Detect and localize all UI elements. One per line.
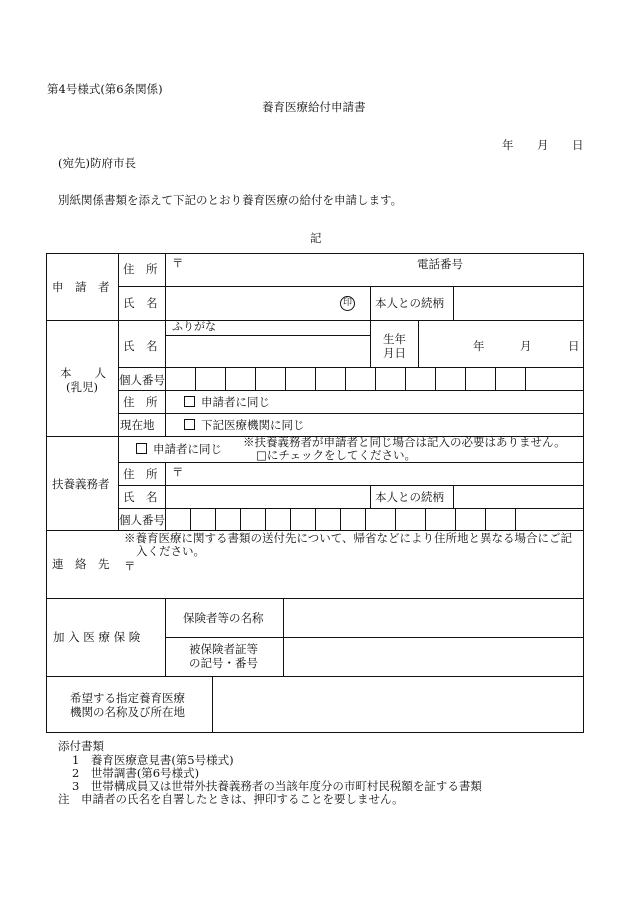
date-year-label: 年 [502, 138, 514, 152]
applicant-address-field[interactable] [167, 269, 582, 285]
seal-icon: 印 [340, 296, 355, 311]
child-address-same-label: 申請者に同じ [201, 395, 270, 409]
date-day-label: 日 [572, 138, 584, 152]
child-birth-label-line2: 月日 [383, 346, 406, 360]
child-name-field[interactable] [167, 338, 367, 365]
applicant-relation-field[interactable] [455, 288, 581, 318]
child-current-same-checkbox[interactable] [184, 419, 305, 432]
applicant-name-label: 氏 名 [123, 296, 158, 310]
attachment-item: 3 世帯構成員又は世帯外扶養義務者の当該年度分の市町村民税額を証する書類 [72, 779, 482, 793]
child-name-label: 氏 名 [123, 339, 158, 353]
contact-section-label: 連 絡 先 [52, 557, 110, 571]
hospital-field[interactable] [214, 678, 582, 731]
checkbox-icon [136, 443, 147, 454]
attachments-heading: 添付書類 [58, 739, 104, 753]
insurance-cert-field[interactable] [285, 639, 582, 675]
child-current-label: 現在地 [120, 418, 155, 432]
contact-postal-mark: 〒 [124, 559, 136, 573]
insurance-cert-label: 被保険者証等 [189, 642, 258, 656]
supporter-address-label: 住 所 [123, 467, 158, 481]
supporter-section-label: 扶養義務者 [52, 477, 110, 491]
applicant-postal-mark: 〒 [172, 256, 184, 270]
contact-note: ※養育医療に関する書類の送付先について、帰省などにより住所地と異なる場合にご記 [124, 531, 573, 545]
insurer-name-field[interactable] [285, 600, 582, 636]
addressee: (宛先)防府市長 [58, 156, 136, 170]
supporter-relation-label: 本人との続柄 [375, 490, 444, 504]
child-birth-day: 日 [568, 339, 580, 353]
form-number: 第4号様式(第6条関係) [47, 82, 163, 96]
supporter-name-field[interactable] [167, 487, 367, 507]
date-month-label: 月 [537, 138, 549, 152]
applicant-section-label: 申 請 者 [52, 280, 110, 294]
applicant-phone-label: 電話番号 [417, 257, 463, 271]
child-id-field[interactable] [166, 368, 582, 390]
supporter-note-line2: □にチェックをしてください。 [256, 448, 417, 462]
child-address-label: 住 所 [123, 395, 158, 409]
child-birth-month: 月 [520, 339, 532, 353]
hospital-label-line2: 機関の名称及び所在地 [70, 705, 185, 719]
supporter-relation-field[interactable] [455, 487, 581, 507]
supporter-postal-mark: 〒 [172, 465, 184, 479]
supporter-note: ※扶養義務者が申請者と同じ場合は記入の必要はありません。 [243, 435, 566, 449]
checkbox-icon [184, 419, 195, 430]
attachment-item: 1 養育医療意見書(第5号様式) [72, 753, 234, 767]
supporter-same-checkbox[interactable] [136, 443, 222, 456]
child-birth-label: 生年 [383, 332, 406, 346]
child-birth-year: 年 [473, 339, 485, 353]
child-section-label: 本 人 [60, 366, 106, 380]
supporter-id-field[interactable] [166, 509, 582, 530]
insurance-section-label: 加 入 医 療 保 険 [53, 630, 141, 644]
supporter-name-label: 氏 名 [123, 490, 158, 504]
ki-label: 記 [310, 231, 322, 245]
intro-text: 別紙関係書類を添えて下記のとおり養育医療の給付を申請します。 [58, 193, 403, 207]
contact-note-line2: 入ください。 [136, 544, 205, 558]
child-current-same-label: 下記医療機関に同じ [201, 418, 305, 432]
insurance-cert-label-line2: の記号・番号 [189, 656, 258, 670]
supporter-address-field[interactable] [186, 464, 582, 484]
attachments-note: 注 申請者の氏名を自署したときは、押印することを要しません。 [58, 792, 404, 806]
applicant-relation-label: 本人との続柄 [375, 296, 444, 310]
attachment-item: 2 世帯調書(第6号様式) [72, 766, 200, 780]
supporter-id-label: 個人番号 [119, 513, 165, 527]
child-id-label: 個人番号 [119, 373, 165, 387]
supporter-same-label: 申請者に同じ [153, 442, 222, 456]
contact-address-field[interactable] [138, 558, 582, 596]
child-furigana-label: ふりがな [172, 320, 216, 333]
hospital-label: 希望する指定養育医療 [70, 691, 185, 705]
insurer-name-label: 保険者等の名称 [183, 611, 264, 625]
checkbox-icon [184, 396, 195, 407]
applicant-address-label: 住 所 [123, 262, 158, 276]
child-section-sublabel: (乳児) [66, 380, 98, 394]
form-title: 養育医療給付申請書 [262, 100, 366, 114]
child-address-same-checkbox[interactable] [184, 396, 270, 409]
applicant-name-field[interactable] [167, 288, 337, 318]
